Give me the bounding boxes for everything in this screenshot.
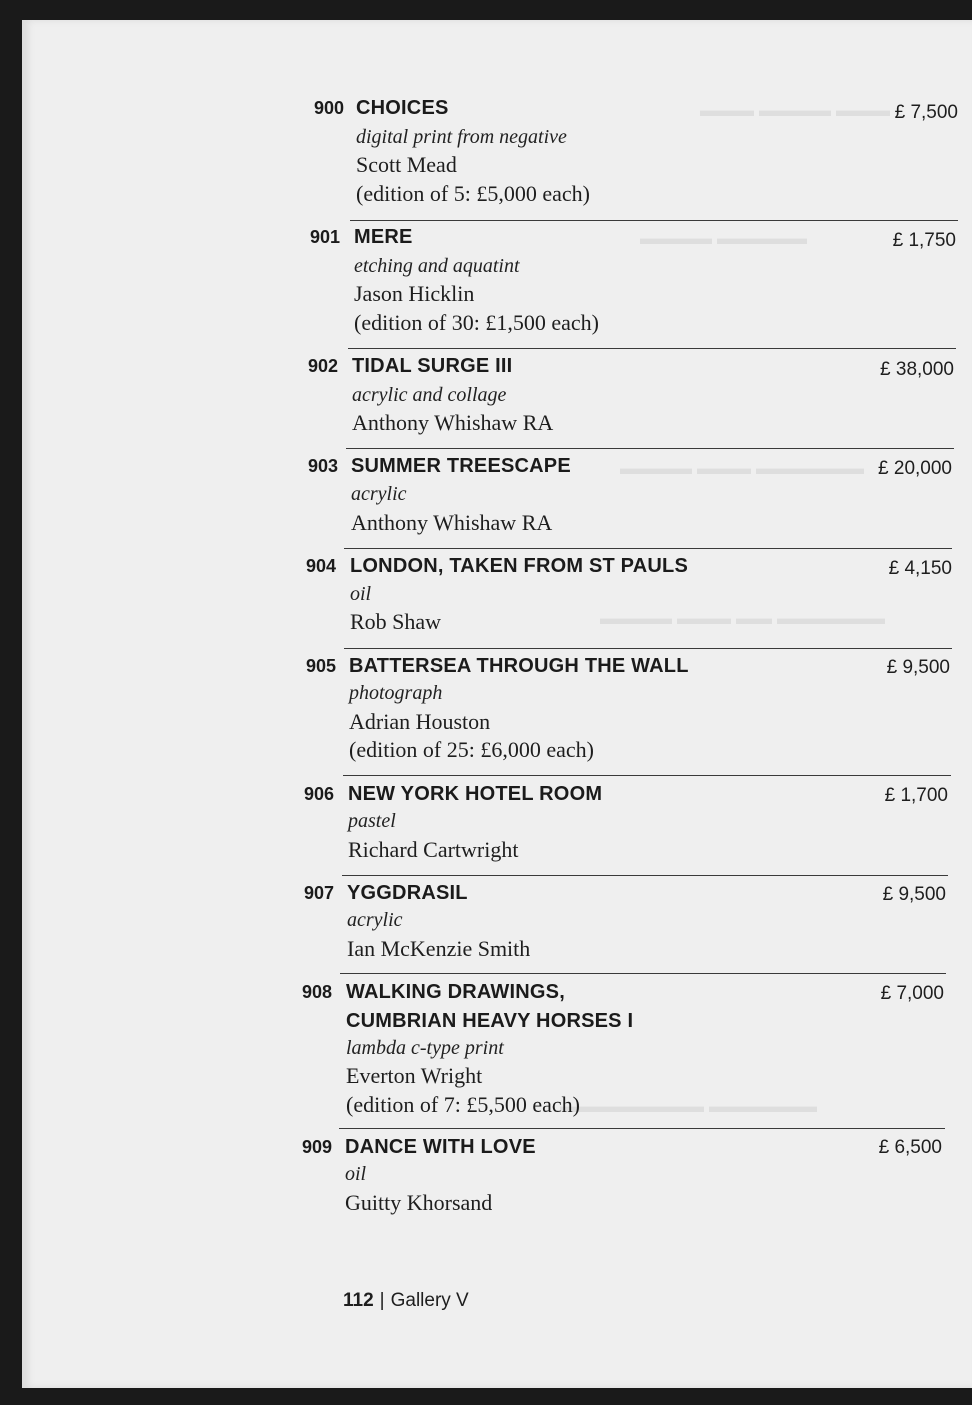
artwork-medium: acrylic (351, 483, 407, 505)
artwork-title: BATTERSEA THROUGH THE WALL (349, 655, 689, 677)
bleed-through-text: ▬▬▬▬▬▬ ▬▬▬ ▬▬▬▬ (620, 458, 865, 478)
edition-info: (edition of 5: £5,000 each) (356, 181, 590, 206)
artwork-medium: photograph (349, 682, 443, 704)
artwork-title: YGGDRASIL (347, 882, 468, 904)
entry-divider (339, 1128, 945, 1129)
artwork-medium: oil (345, 1163, 367, 1185)
bleed-through-text: ▬▬▬ ▬▬▬▬ ▬▬▬ (700, 100, 891, 120)
entry-divider (348, 348, 956, 349)
bleed-through-text: ▬▬▬▬▬▬ ▬▬▬▬▬▬▬▬ (560, 1096, 818, 1116)
lot-number: 908 (301, 982, 332, 1002)
artwork-price: £ 9,500 (882, 884, 946, 905)
artist-name: Everton Wright (346, 1063, 483, 1088)
artwork-medium: acrylic (347, 909, 403, 931)
artwork-title: NEW YORK HOTEL ROOM (348, 783, 603, 805)
artist-name: Anthony Whishaw RA (352, 410, 554, 435)
artwork-price: £ 7,500 (894, 102, 958, 123)
artwork-medium: oil (350, 583, 372, 605)
artwork-title: MERE (354, 226, 413, 248)
lot-number: 906 (303, 784, 334, 804)
entry-divider (344, 648, 952, 649)
lot-number: 903 (307, 456, 338, 476)
artwork-title: LONDON, TAKEN FROM ST PAULS (350, 555, 688, 577)
artwork-price: £ 7,000 (880, 983, 944, 1004)
artwork-title-line-2: CUMBRIAN HEAVY HORSES I (346, 1010, 634, 1032)
edition-info: (edition of 30: £1,500 each) (354, 310, 599, 335)
artwork-price: £ 6,500 (878, 1137, 942, 1158)
artwork-price: £ 9,500 (886, 657, 950, 678)
artist-name: Scott Mead (356, 152, 457, 177)
artwork-price: £ 20,000 (878, 458, 952, 479)
artwork-title: CHOICES (356, 97, 449, 119)
bleed-through-text: ▬▬▬▬▬ ▬▬▬▬ (640, 228, 808, 248)
artwork-price: £ 1,700 (884, 785, 948, 806)
artwork-title: TIDAL SURGE III (352, 355, 513, 377)
lot-number: 907 (303, 883, 334, 903)
lot-number: 909 (301, 1137, 332, 1157)
entry-divider (342, 875, 948, 876)
lot-number: 904 (305, 556, 336, 576)
artwork-medium: etching and aquatint (354, 255, 520, 277)
artwork-medium: digital print from negative (356, 126, 567, 148)
artist-name: Jason Hicklin (354, 281, 475, 306)
artwork-price: £ 1,750 (892, 230, 956, 251)
artwork-medium: acrylic and collage (352, 384, 507, 406)
footer-separator: | (379, 1290, 385, 1311)
artwork-price: £ 38,000 (880, 359, 954, 380)
artwork-title: DANCE WITH LOVE (345, 1136, 536, 1158)
bleed-through-text: ▬▬▬▬▬▬ ▬▬ ▬▬▬ ▬▬▬▬ (600, 608, 886, 628)
lot-number: 901 (309, 227, 340, 247)
artist-name: Ian McKenzie Smith (347, 936, 531, 961)
artwork-price: £ 4,150 (888, 558, 952, 579)
gallery-section: Gallery V (390, 1290, 469, 1311)
artist-name: Rob Shaw (350, 609, 442, 634)
entry-divider (350, 220, 958, 221)
edition-info: (edition of 7: £5,500 each) (346, 1092, 580, 1117)
artist-name: Adrian Houston (349, 709, 491, 734)
artwork-title: WALKING DRAWINGS, (346, 981, 565, 1003)
lot-number: 905 (305, 656, 336, 676)
entry-divider (343, 775, 951, 776)
entry-divider (346, 448, 954, 449)
edition-info: (edition of 25: £6,000 each) (349, 737, 594, 762)
lot-number: 900 (313, 98, 344, 118)
entry-divider (340, 973, 946, 974)
artwork-medium: lambda c-type print (346, 1037, 504, 1059)
artwork-title: SUMMER TREESCAPE (351, 455, 571, 477)
artist-name: Guitty Khorsand (345, 1190, 493, 1215)
lot-number: 902 (307, 356, 338, 376)
artist-name: Anthony Whishaw RA (351, 510, 553, 535)
artist-name: Richard Cartwright (348, 837, 519, 862)
entry-divider (344, 548, 952, 549)
page-number: 112 (343, 1290, 374, 1311)
artwork-medium: pastel (348, 810, 396, 832)
page-footer (343, 1290, 469, 1312)
